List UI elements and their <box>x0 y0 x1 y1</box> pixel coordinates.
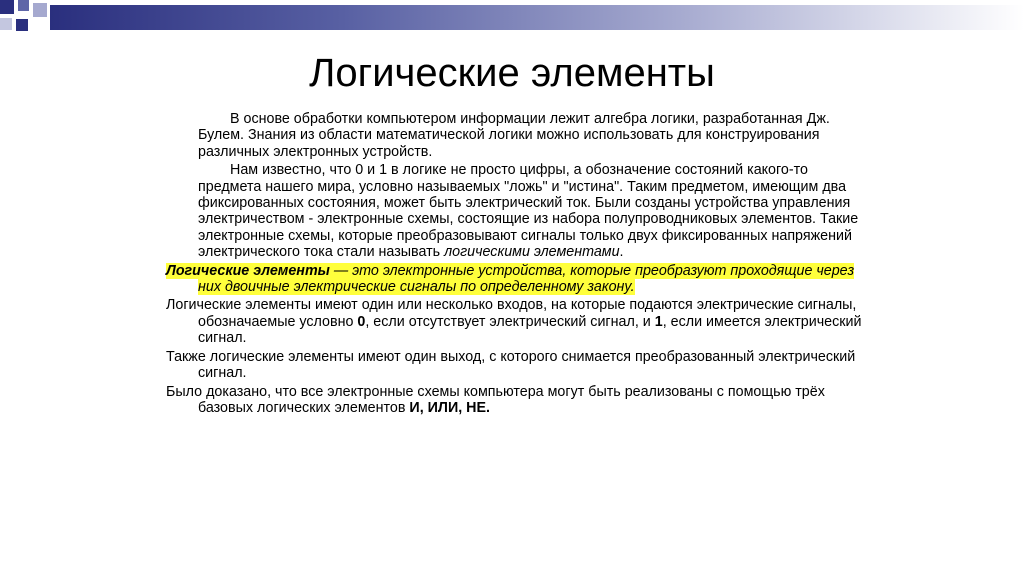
inputs-text-c: , если имеется электрический сигнал. <box>198 313 862 347</box>
term-logic-elements: логическими элементами <box>444 244 620 261</box>
signal-one: 1 <box>654 313 663 330</box>
paragraph-known-end: . <box>619 244 624 261</box>
decorative-banner <box>0 0 1024 31</box>
paragraph-basic-elements <box>166 384 866 417</box>
slide-title: Логические элементы <box>309 51 715 95</box>
basic-elements-list: И, ИЛИ, НЕ. <box>409 399 491 416</box>
banner-square-1 <box>0 0 14 14</box>
definition-term: Логические элементы <box>166 262 330 279</box>
inputs-text-a: Логические элементы имеют один или несколько входов, на которые подаются электрические сигналы, обозначаемые условно <box>166 297 857 330</box>
banner-square-3 <box>33 3 47 17</box>
paragraph-output <box>166 349 866 382</box>
inputs-text-b: , если отсутствует электрический сигнал, и <box>365 313 655 330</box>
paragraph-intro <box>166 111 866 160</box>
definition-highlight <box>166 263 854 295</box>
slide-body <box>166 111 866 418</box>
banner-gradient <box>50 5 1024 30</box>
paragraph-known <box>166 162 866 260</box>
definition-text: — это электронные устройства, которые преобразуют проходящие через них двоичные электрические сигналы по определенному закону. <box>198 262 855 296</box>
banner-square-2 <box>18 0 29 11</box>
banner-square-5 <box>16 19 28 31</box>
paragraph-inputs <box>166 297 866 346</box>
paragraph-definition <box>166 263 866 296</box>
output-text: Также логические элементы имеют один выход, с которого снимается преобразованный электрический сигнал. <box>166 348 856 382</box>
banner-square-4 <box>0 18 12 30</box>
basic-elements-text: Было доказано, что все электронные схемы компьютера могут быть реализованы с помощью трёх базовых логических элементов <box>166 383 825 416</box>
paragraph-known-text: Нам известно, что 0 и 1 в логике не просто цифры, а обозначение состояний какого-то предмета нашего мира, условно называемых "ложь" и "истина". Таким предметом, имеющим два фиксированных состояния, может быть электрический ток. Были созданы устройства управления электричеством - электронные схемы, состоящие из набора полупроводниковых элементов. Такие электронные схемы, которые преобразовывают сигналы только двух фиксированных напряжений электрического тока стали называть <box>198 162 859 261</box>
paragraph-intro-text: В основе обработки компьютером информации лежит алгебра логики, разработанная Дж. Булем. Знания из области математической логики можно использовать для конструирования различных электронных устройств. <box>198 111 830 160</box>
signal-zero: 0 <box>357 313 366 330</box>
